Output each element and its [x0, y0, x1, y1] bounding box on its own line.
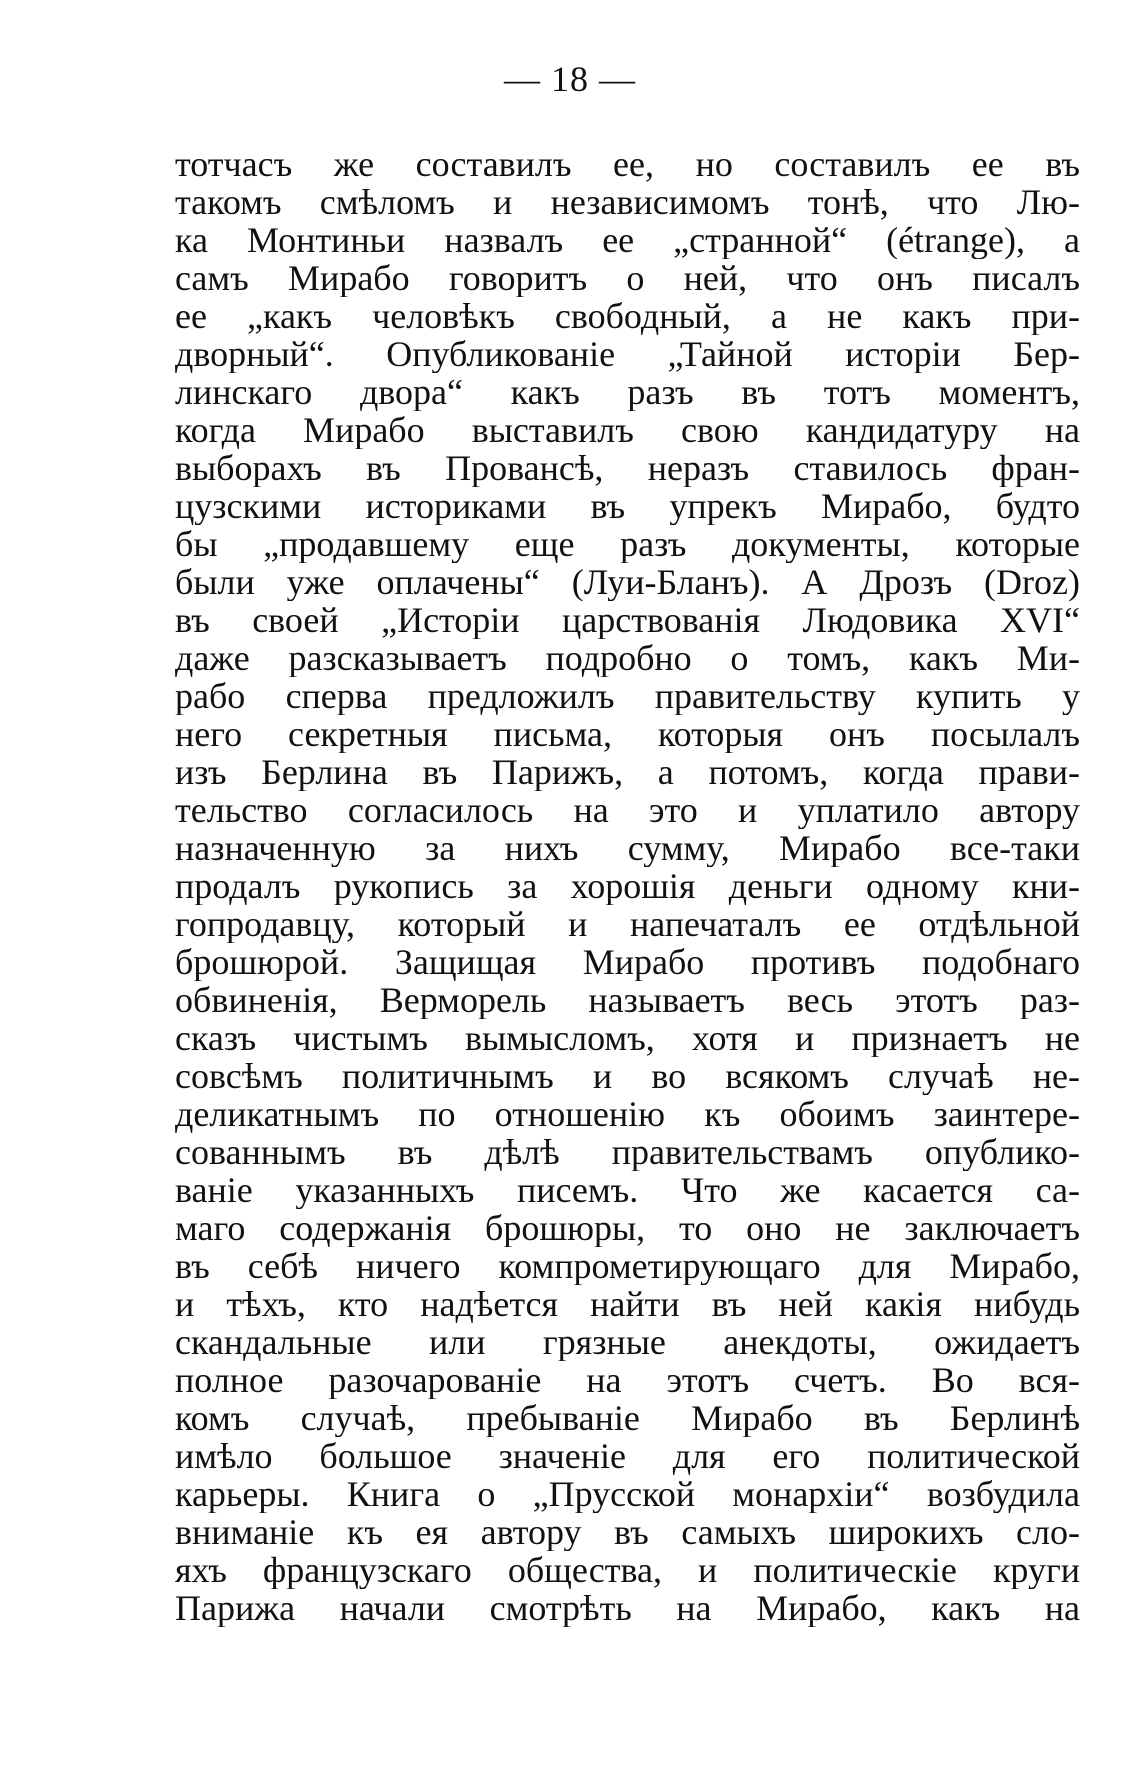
- text-line: линскаго двора“ какъ разъ въ тотъ моментъ,: [175, 373, 1080, 411]
- text-line: рабо сперва предложилъ правительству купить у: [175, 677, 1080, 715]
- text-line: тельство согласилось на это и уплатило автору: [175, 791, 1080, 829]
- text-line: и тѣхъ, кто надѣется найти въ ней какія нибудь: [175, 1285, 1080, 1323]
- text-line: продалъ рукопись за хорошія деньги одному кни-: [175, 867, 1080, 905]
- text-line: вниманіе къ ея автору въ самыхъ широкихъ сло-: [175, 1513, 1080, 1551]
- text-line: когда Мирабо выставилъ свою кандидатуру на: [175, 411, 1080, 449]
- text-line: сованнымъ въ дѣлѣ правительствамъ опублико-: [175, 1133, 1080, 1171]
- text-line: ваніе указанныхъ писемъ. Что же касается са-: [175, 1171, 1080, 1209]
- text-line: даже разсказываетъ подробно о томъ, какъ Ми-: [175, 639, 1080, 677]
- text-line: назначенную за нихъ сумму, Мирабо все-таки: [175, 829, 1080, 867]
- text-line: тотчасъ же составилъ ее, но составилъ ее въ: [175, 145, 1080, 183]
- text-line: цузскими историками въ упрекъ Мирабо, будто: [175, 487, 1080, 525]
- text-line: ее „какъ человѣкъ свободный, а не какъ при-: [175, 297, 1080, 335]
- text-line: полное разочарованіе на этотъ счетъ. Во вся-: [175, 1361, 1080, 1399]
- text-line: въ своей „Исторіи царствованія Людовика XVI“: [175, 601, 1080, 639]
- text-line: брошюрой. Защищая Мирабо противъ подобнаго: [175, 943, 1080, 981]
- text-line: сказъ чистымъ вымысломъ, хотя и признаетъ не: [175, 1019, 1080, 1057]
- text-line: обвиненія, Верморель называетъ весь этотъ раз-: [175, 981, 1080, 1019]
- text-line: дворный“. Опубликованіе „Тайной исторіи Бер-: [175, 335, 1080, 373]
- text-line: изъ Берлина въ Парижъ, а потомъ, когда прави-: [175, 753, 1080, 791]
- text-line: Парижа начали смотрѣть на Мирабо, какъ на: [175, 1589, 1080, 1627]
- text-line: гопродавцу, который и напечаталъ ее отдѣльной: [175, 905, 1080, 943]
- text-line: самъ Мирабо говоритъ о ней, что онъ писалъ: [175, 259, 1080, 297]
- text-line: него секретныя письма, которыя онъ посылалъ: [175, 715, 1080, 753]
- text-line: скандальные или грязные анекдоты, ожидаетъ: [175, 1323, 1080, 1361]
- text-line: яхъ французскаго общества, и политическіе круги: [175, 1551, 1080, 1589]
- text-line: совсѣмъ политичнымъ и во всякомъ случаѣ не-: [175, 1057, 1080, 1095]
- page-number: — 18 —: [504, 59, 636, 99]
- text-line: бы „продавшему еще разъ документы, которые: [175, 525, 1080, 563]
- text-line: ка Монтиньи назвалъ ее „странной“ (étrange), а: [175, 221, 1080, 259]
- text-line: такомъ смѣломъ и независимомъ тонѣ, что Лю-: [175, 183, 1080, 221]
- text-line: деликатнымъ по отношенію къ обоимъ заинтере-: [175, 1095, 1080, 1133]
- text-line: выборахъ въ Провансѣ, неразъ ставилось фран-: [175, 449, 1080, 487]
- text-line: карьеры. Книга о „Прусской монархіи“ возбудила: [175, 1475, 1080, 1513]
- body-text: [175, 145, 1080, 1627]
- text-line: маго содержанія брошюры, то оно не заключаетъ: [175, 1209, 1080, 1247]
- text-line: имѣло большое значеніе для его политической: [175, 1437, 1080, 1475]
- text-line: были уже оплачены“ (Луи-Бланъ). А Дрозъ (Droz): [175, 563, 1080, 601]
- text-line: комъ случаѣ, пребываніе Мирабо въ Берлинѣ: [175, 1399, 1080, 1437]
- text-line: въ себѣ ничего компрометирующаго для Мирабо,: [175, 1247, 1080, 1285]
